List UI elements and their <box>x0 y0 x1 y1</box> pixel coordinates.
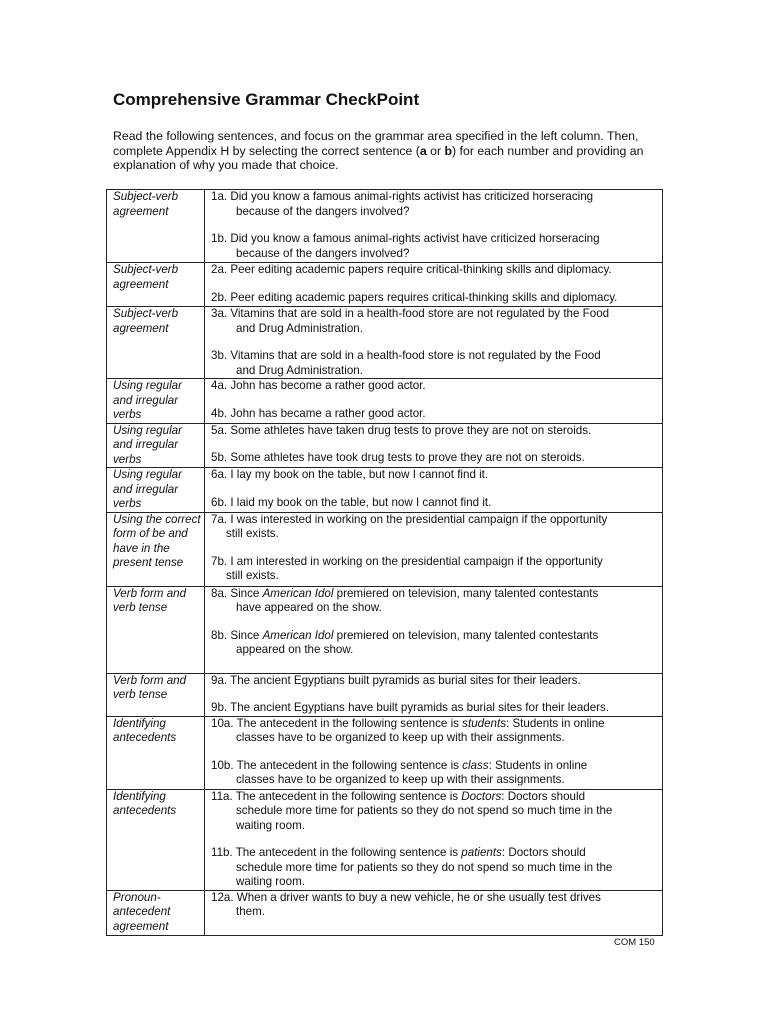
sentence-cell <box>205 673 663 716</box>
sentence-text: 10b. The antecedent in the following sentence is <box>211 758 463 772</box>
sentence-text: 8b. Since <box>211 628 263 642</box>
table-row <box>107 468 663 513</box>
sentence-text: 8a. Since <box>211 586 263 600</box>
sentence-text: : Doctors should schedule more time for patients so they do not spend so much time in the waiting room. <box>236 846 613 888</box>
sentence-cell <box>205 789 663 890</box>
sentence-a: 5a. Some athletes have taken drug tests to prove they are not on steroids. <box>211 423 592 437</box>
table-row <box>107 673 663 716</box>
sentence-a <box>211 717 662 746</box>
antecedent-emphasis: Doctors <box>461 789 502 803</box>
sentence-text: : Doctors should schedule more time for patients so they do not spend so much time in the waiting room. <box>236 789 613 832</box>
table-row <box>107 789 663 890</box>
sentence-a: 4a. John has become a rather good actor. <box>211 379 426 392</box>
sentence-b <box>211 629 662 658</box>
table-row <box>107 716 663 789</box>
intro-option-a: a <box>419 143 427 158</box>
sentence-text: premiered on television, many talented contestants have appeared on the show. <box>236 586 599 614</box>
grammar-area: Verb form and verb tense <box>107 673 205 716</box>
sentence-a: 12a. When a driver wants to buy a new vehicle, he or she usually test drives them. <box>211 890 601 918</box>
sentence-a: 2a. Peer editing academic papers require critical-thinking skills and diplomacy. <box>211 263 612 276</box>
sentence-cell <box>205 512 663 586</box>
table-row <box>107 190 663 263</box>
sentence-cell <box>205 423 663 468</box>
grammar-area: Using regular and irregular verbs <box>107 468 205 513</box>
intro-text-or: or <box>426 143 445 158</box>
table-row <box>107 890 663 935</box>
sentence-text: : Students in online classes have to be organized to keep up with their assignments. <box>236 716 605 744</box>
sentence-b: 2b. Peer editing academic papers requires critical-thinking skills and diplomacy. <box>211 290 618 304</box>
grammar-area: Identifying antecedents <box>107 789 205 890</box>
sentence-a <box>211 587 662 616</box>
sentence-a: 3a. Vitamins that are sold in a health-food store are not regulated by the Food and Drug Administration. <box>211 307 610 335</box>
grammar-area: Identifying antecedents <box>107 716 205 789</box>
table-row <box>107 423 663 468</box>
sentence-b: 6b. I laid my book on the table, but now I cannot find it. <box>211 495 492 509</box>
grammar-area: Subject-verb agreement <box>107 190 205 263</box>
sentence-a: 9a. The ancient Egyptians built pyramids as burial sites for their leaders. <box>211 673 581 687</box>
table-row <box>107 512 663 586</box>
sentence-text: 11b. The antecedent in the following sentence is <box>211 846 462 859</box>
title-emphasis: American Idol <box>262 586 334 600</box>
sentence-cell <box>205 263 663 307</box>
antecedent-emphasis: students <box>462 716 506 730</box>
sentence-text: 10a. The antecedent in the following sentence is <box>211 716 463 730</box>
table-row <box>107 307 663 379</box>
intro-option-b: b <box>444 143 453 158</box>
sentence-a <box>211 790 662 834</box>
grammar-area: Subject-verb agreement <box>107 263 205 307</box>
intro-text-2: ) for each number and providing an explanation of why you made that choice. <box>113 143 644 172</box>
grammar-area: Pronoun-antecedent agreement <box>107 890 205 935</box>
intro-paragraph <box>113 129 673 173</box>
sentence-b: 5b. Some athletes have took drug tests to prove they are not on steroids. <box>211 451 585 464</box>
sentence-text: : Students in online classes have to be organized to keep up with their assignments. <box>236 758 588 786</box>
sentence-text: 11a. The antecedent in the following sentence is <box>211 789 462 803</box>
sentence-a: 6a. I lay my book on the table, but now I cannot find it. <box>211 468 489 481</box>
page-footer: COM 150 <box>614 937 655 948</box>
sentence-b <box>211 759 662 788</box>
antecedent-emphasis: patients <box>461 846 502 859</box>
sentence-text: premiered on television, many talented contestants appeared on the show. <box>236 628 599 656</box>
sentence-cell <box>205 890 663 935</box>
grammar-area: Using regular and irregular verbs <box>107 379 205 424</box>
sentence-cell <box>205 716 663 789</box>
sentence-b: 7b. I am interested in working on the presidential campaign if the opportunity still exists. <box>211 554 603 582</box>
sentence-b: 3b. Vitamins that are sold in a health-food store is not regulated by the Food and Drug Administration. <box>211 349 601 377</box>
antecedent-emphasis: class <box>462 758 489 772</box>
grammar-table <box>106 189 663 936</box>
grammar-area: Using the correct form of be and have in the present tense <box>107 512 205 586</box>
table-row <box>107 263 663 307</box>
title-emphasis: American Idol <box>262 628 334 642</box>
sentence-a: 1a. Did you know a famous animal-rights activist has criticized horseracing because of the dangers involved? <box>211 190 594 218</box>
grammar-area: Verb form and verb tense <box>107 586 205 673</box>
intro-text-1: Read the following sentences, and focus on the grammar area specified in the left column. Then, complete Appendix H by selecting the correct sentence ( <box>113 129 639 158</box>
table-row <box>107 586 663 673</box>
table-row <box>107 379 663 424</box>
sentence-b: 4b. John has became a rather good actor. <box>211 406 426 420</box>
sentence-b <box>211 846 662 890</box>
sentence-cell <box>205 190 663 263</box>
sentence-b: 1b. Did you know a famous animal-rights activist have criticized horseracing because of the dangers involved? <box>211 232 600 260</box>
sentence-cell <box>205 307 663 379</box>
grammar-area: Subject-verb agreement <box>107 307 205 379</box>
sentence-a: 7a. I was interested in working on the presidential campaign if the opportunity still exists. <box>211 512 608 540</box>
sentence-cell <box>205 586 663 673</box>
page-title: Comprehensive Grammar CheckPoint <box>113 90 420 109</box>
sentence-cell <box>205 379 663 424</box>
sentence-b: 9b. The ancient Egyptians have built pyramids as burial sites for their leaders. <box>211 701 610 714</box>
sentence-cell <box>205 468 663 513</box>
grammar-area: Using regular and irregular verbs <box>107 423 205 468</box>
